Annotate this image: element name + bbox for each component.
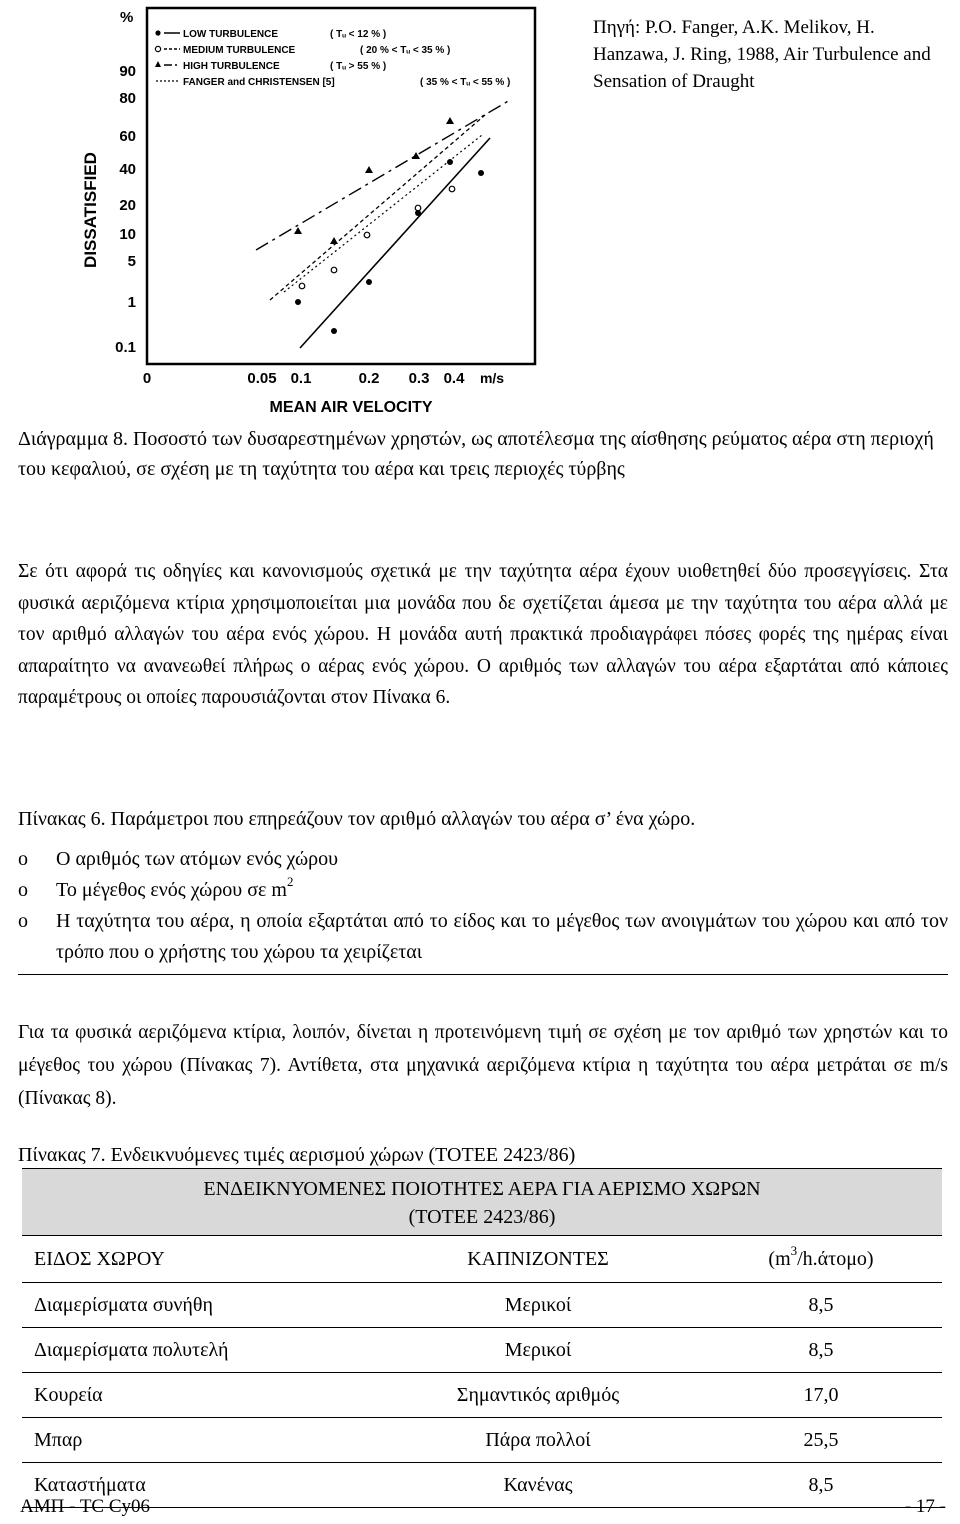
cell-type: Μπαρ <box>22 1418 376 1463</box>
x-unit: m/s <box>479 370 505 386</box>
y-tick: 5 <box>127 253 136 270</box>
list-item-text: Η ταχύτητα του αέρα, η οποία εξαρτάται από το είδος και το μέγεθος των ανοιγμάτων του χώρου και από τον τρόπο που ο χρήστης του χώρου τα χειρίζεται <box>56 910 948 963</box>
table-title-line2: (ΤΟΤΕΕ 2423/86) <box>408 1206 556 1228</box>
table-row <box>22 1328 942 1373</box>
column-header-post: /h.άτομο) <box>797 1247 874 1270</box>
cell-smokers: Μερικοί <box>376 1283 700 1328</box>
x-tick: 0.4 <box>443 370 465 387</box>
legend-marker-open <box>155 46 160 51</box>
footer-left: ΑΜΠ - ΤC Cy06 <box>20 1496 151 1517</box>
table7-caption: Πίνακας 7. Ενδεικνυόμενες τιμές αερισμού χώρων (ΤΟΤΕΕ 2423/86) <box>18 1144 576 1166</box>
cell-type: Διαμερίσματα συνήθη <box>22 1283 376 1328</box>
cell-value: 8,5 <box>700 1283 942 1328</box>
cell-smokers: Κανένας <box>376 1463 700 1508</box>
bullet: o <box>18 910 28 932</box>
line-high-turbulence <box>256 100 510 250</box>
table-row <box>22 1283 942 1328</box>
legend-range: ( Tᵤ > 55 % ) <box>330 61 387 72</box>
legend-label: LOW TURBULENCE <box>183 29 278 40</box>
table-title-row <box>22 1169 942 1236</box>
bullet: o <box>18 879 28 901</box>
figure-source: Πηγή: P.O. Fanger, A.K. Melikov, H. Hanzawa, J. Ring, 1988, Air Turbulence and Sensation of Draught <box>593 17 931 92</box>
page-number: - 17 - <box>904 1496 946 1517</box>
paragraph-2: Για τα φυσικά αεριζόμενα κτίρια, λοιπόν, δίνεται η προτεινόμενη τιμή σε σχέση με τον αριθμό των χρηστών και το μέγεθος του χώρου (Πίνακας 7). Αντίθετα, στα μηχανικά αεριζόμενα κτίρια η ταχύτητα του αέρα μετράται σε m/s (Πίνακας 8). <box>18 1022 948 1109</box>
y-tick: 40 <box>119 161 136 178</box>
table-row <box>22 1418 942 1463</box>
paragraph-1: Σε ότι αφορά τις οδηγίες και κανονισμούς σχετικά με την ταχύτητα αέρα έχουν υιοθετηθεί δύο προσεγγίσεις. Στα φυσικά αεριζόμενα κτίρια χρησιμοποιείται μια μονάδα που δε σχετίζεται άμεσα με την ταχύτητα του αέρα αλλά με τον αριθμό αλλαγών του αέρα ενός χώρου. Η μονάδα αυτή πρακτικά προδιαγράφει πόσες φορές της ημέρας είναι απαραίτητο να ανανεωθεί πλήρως ο αέρας ενός χώρου. Ο αριθμός των αλλαγών του αέρα εξαρτάται από κάποιες παραμέτρους οι οποίες παρουσιάζονται στον Πίνακα 6. <box>18 561 948 708</box>
table6-list <box>18 844 948 975</box>
cell-smokers: Μερικοί <box>376 1328 700 1373</box>
bullet: o <box>18 848 28 870</box>
cell-type: Διαμερίσματα πολυτελή <box>22 1328 376 1373</box>
cell-type: Κουρεία <box>22 1373 376 1418</box>
legend-marker-triangle <box>155 61 161 67</box>
y-unit: % <box>120 9 134 26</box>
list-item-text: Ο αριθμός των ατόμων ενός χώρου <box>56 848 339 870</box>
points-low-turbulence <box>295 159 484 334</box>
table-row <box>22 1373 942 1418</box>
cell-smokers: Πάρα πολλοί <box>376 1418 700 1463</box>
x-tick: 0.2 <box>358 370 380 387</box>
column-header: ΕΙΔΟΣ ΧΩΡΟΥ <box>34 1247 165 1270</box>
list-item <box>18 906 948 968</box>
table-title <box>22 1169 942 1236</box>
x-axis-title: MEAN AIR VELOCITY <box>269 399 433 416</box>
cell-value: 17,0 <box>700 1373 942 1418</box>
superscript: 3 <box>790 1242 798 1258</box>
table7 <box>22 1168 942 1508</box>
y-tick: 80 <box>119 90 136 107</box>
cell-smokers: Σημαντικός αριθμός <box>376 1373 700 1418</box>
line-fanger-christensen <box>284 135 482 292</box>
list-item-text <box>56 875 948 906</box>
line-low-turbulence <box>300 138 490 348</box>
table-header-row <box>22 1236 942 1283</box>
legend-range: ( Tᵤ < 12 % ) <box>330 29 387 40</box>
draught-figure <box>80 0 580 420</box>
y-axis-title: DISSATISFIED <box>81 152 100 268</box>
cell-value: 8,5 <box>700 1463 942 1508</box>
y-tick: 20 <box>119 197 136 214</box>
legend-range: ( 35 % < Tᵤ < 55 % ) <box>420 77 511 88</box>
list-item <box>18 875 948 906</box>
cell-value: 8,5 <box>700 1328 942 1373</box>
column-header-pre: (m <box>768 1247 791 1270</box>
y-tick: 0.1 <box>115 339 136 356</box>
legend-label: FANGER and CHRISTENSEN [5] <box>183 77 335 88</box>
figure-caption: Διάγραμμα 8. Ποσοστό των δυσαρεστημένων χρηστών, ως αποτέλεσμα της αίσθησης ρεύματος αέρα στη περιοχή του κεφαλιού, σε σχέση με τη ταχύτητα του αέρα και τρεις περιοχές τύρβης <box>18 428 934 480</box>
column-header <box>700 1236 942 1283</box>
x-tick: 0.1 <box>290 370 312 387</box>
superscript: 2 <box>286 874 294 890</box>
legend-marker-filled <box>155 30 160 35</box>
line-medium-turbulence <box>270 115 485 300</box>
legend-label: HIGH TURBULENCE <box>183 61 280 72</box>
column-header: ΚΑΠΝΙΖΟΝΤΕΣ <box>467 1247 609 1270</box>
x-tick: 0.3 <box>408 370 430 387</box>
y-tick: 90 <box>119 63 136 80</box>
list-item-text-main: Το μέγεθος ενός χώρου σε m <box>56 879 287 901</box>
legend <box>155 29 510 88</box>
cell-type: Καταστήματα <box>22 1463 376 1508</box>
list-item <box>18 844 948 875</box>
x-tick: 0 <box>142 370 152 387</box>
legend-label: MEDIUM TURBULENCE <box>183 45 296 56</box>
legend-range: ( 20 % < Tᵤ < 35 % ) <box>360 45 451 56</box>
x-tick: 0.05 <box>247 370 277 387</box>
figure-svg <box>80 0 580 420</box>
table-title-line1: ΕΝΔΕΙΚΝΥΟΜΕΝΕΣ ΠΟΙΟΤΗΤΕΣ ΑΕΡΑ ΓΙΑ ΑΕΡΙΣΜΟ ΧΩΡΩΝ <box>203 1178 761 1200</box>
cell-value: 25,5 <box>700 1418 942 1463</box>
table-row <box>22 1463 942 1508</box>
y-tick: 60 <box>119 128 136 145</box>
y-tick: 10 <box>119 226 136 243</box>
y-tick: 1 <box>127 294 136 311</box>
table6-caption: Πίνακας 6. Παράμετροι που επηρεάζουν τον αριθμό αλλαγών του αέρα σ’ ένα χώρο. <box>18 808 696 830</box>
